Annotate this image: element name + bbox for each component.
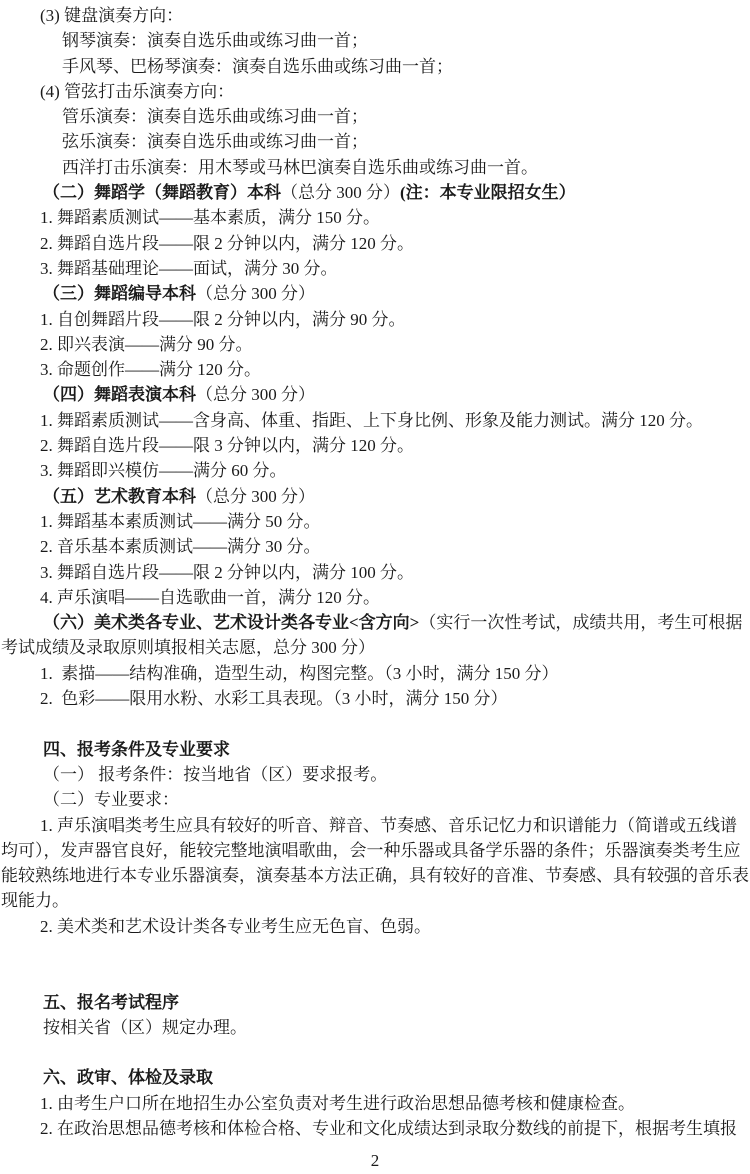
body-text: 考试成绩及录取原则填报相关志愿，总分 300 分） [1, 638, 375, 658]
body-text: 3. 舞蹈基础理论——面试，满分 30 分。 [40, 258, 338, 278]
body-text: (3) 键盘演奏方向： [40, 6, 184, 25]
body-text: 3. 舞蹈自选片段——限 2 分钟以内，满分 100 分。 [40, 562, 414, 582]
document-lines [0, 3, 750, 1141]
text-line [0, 458, 750, 483]
blank-line [0, 939, 750, 964]
text-line [0, 28, 750, 53]
heading-text: 四、报考条件及专业要求 [43, 739, 230, 759]
text-line [0, 762, 750, 787]
text-line [0, 129, 750, 154]
text-line [0, 838, 750, 863]
text-line [0, 1116, 750, 1141]
text-line [0, 787, 750, 812]
page-number: 2 [370, 1151, 380, 1171]
text-line [0, 990, 750, 1015]
body-text: 2. 即兴表演——满分 90 分。 [40, 334, 253, 354]
text-line [0, 585, 750, 610]
text-line [0, 54, 750, 79]
body-text: 1. 舞蹈素质测试——基本素质，满分 150 分。 [40, 208, 380, 228]
text-line [0, 205, 750, 230]
body-text: 弦乐演奏：演奏自选乐曲或练习曲一首； [62, 132, 368, 152]
body-text: 按相关省（区）规定办理。 [43, 1017, 247, 1037]
text-line [0, 737, 750, 762]
text-line [0, 863, 750, 888]
text-line [0, 635, 750, 660]
text-line [0, 610, 750, 635]
body-text: 2. 在政治思想品德考核和体检合格、专业和文化成绩达到录取分数线的前提下，根据考生填报 [40, 1119, 737, 1139]
body-text: 3. 舞蹈即兴模仿——满分 60 分。 [40, 461, 287, 481]
blank-line [0, 964, 750, 989]
heading-text: (注：本专业限招女生） [400, 183, 576, 203]
text-line [0, 307, 750, 332]
body-text: 1. 舞蹈素质测试——含身高、体重、指距、上下身比例、形象及能力测试。满分 120 分。 [40, 410, 703, 430]
text-line [0, 256, 750, 281]
heading-text: （二）舞蹈学（舞蹈教育）本科 [43, 183, 281, 203]
heading-text: （六）美术类各专业、艺术设计类各专业<含方向> [43, 613, 420, 633]
body-text: (4) 管弦打击乐演奏方向： [40, 81, 235, 101]
text-line [0, 560, 750, 585]
body-text: 管乐演奏：演奏自选乐曲或练习曲一首； [62, 107, 368, 127]
body-text: 1. 素描——结构准确，造型生动，构图完整。（3 小时，满分 150 分） [40, 663, 559, 683]
text-line [0, 534, 750, 559]
text-line [0, 1015, 750, 1040]
text-line [0, 231, 750, 256]
text-line [0, 332, 750, 357]
text-line [0, 509, 750, 534]
body-text: 钢琴演奏：演奏自选乐曲或练习曲一首； [62, 31, 368, 51]
body-text: 3. 命题创作——满分 120 分。 [40, 360, 261, 380]
body-text: 2. 色彩——限用水粉、水彩工具表现。（3 小时，满分 150 分） [40, 689, 508, 709]
body-text: 2. 舞蹈自选片段——限 3 分钟以内，满分 120 分。 [40, 436, 414, 456]
body-text: 2. 美术类和艺术设计类各专业考生应无色盲、色弱。 [40, 916, 431, 936]
heading-text: 五、报名考试程序 [43, 992, 179, 1012]
body-text: 1. 自创舞蹈片段——限 2 分钟以内，满分 90 分。 [40, 309, 406, 329]
body-text: 现能力。 [1, 891, 69, 911]
text-line [0, 408, 750, 433]
text-line [0, 1065, 750, 1090]
text-line [0, 180, 750, 205]
body-text: 2. 音乐基本素质测试——满分 30 分。 [40, 537, 321, 557]
text-line [0, 382, 750, 407]
text-line [0, 79, 750, 104]
body-text: 能较熟练地进行本专业乐器演奏，演奏基本方法正确，具有较好的音准、节奏感、具有较强的音乐表 [1, 866, 749, 886]
text-line [0, 1091, 750, 1116]
text-line [0, 686, 750, 711]
body-text: 1. 舞蹈基本素质测试——满分 50 分。 [40, 511, 321, 531]
text-line [0, 104, 750, 129]
blank-line [0, 711, 750, 736]
body-text: 2. 舞蹈自选片段——限 2 分钟以内，满分 120 分。 [40, 233, 414, 253]
body-text: 均可），发声器官良好，能较完整地演唱歌曲，会一种乐器或具备学乐器的条件；乐器演奏类考生应 [1, 840, 741, 860]
text-line [0, 3, 750, 28]
text-line [0, 281, 750, 306]
heading-text: （三）舞蹈编导本科 [43, 284, 196, 304]
heading-text: （五）艺术教育本科 [43, 486, 196, 506]
body-text: 1. 由考生户口所在地招生办公室负责对考生进行政治思想品德考核和健康检查。 [40, 1093, 635, 1113]
text-line [0, 914, 750, 939]
heading-text: （四）舞蹈表演本科 [43, 385, 196, 405]
text-line [0, 155, 750, 180]
blank-line [0, 1040, 750, 1065]
body-text: （总分 300 分） [196, 486, 315, 506]
text-line [0, 433, 750, 458]
body-text: 手风琴、巴杨琴演奏：演奏自选乐曲或练习曲一首； [62, 56, 453, 76]
body-text: （二）专业要求： [43, 790, 179, 810]
body-text: （实行一次性考试，成绩共用，考生可根据 [419, 613, 743, 633]
body-text: （总分 300 分） [281, 183, 400, 203]
text-line [0, 888, 750, 913]
body-text: （总分 300 分） [196, 284, 315, 304]
heading-text: 六、政审、体检及录取 [43, 1068, 213, 1088]
body-text: （一） 报考条件：按当地省（区）要求报考。 [43, 764, 388, 784]
body-text: 4. 声乐演唱——自选歌曲一首，满分 120 分。 [40, 587, 380, 607]
text-line [0, 813, 750, 838]
text-line [0, 484, 750, 509]
body-text: 西洋打击乐演奏：用木琴或马林巴演奏自选乐曲或练习曲一首。 [62, 157, 538, 177]
text-line [0, 357, 750, 382]
body-text: 1. 声乐演唱类考生应具有较好的听音、辩音、节奏感、音乐记忆力和识谱能力（简谱或五线谱 [40, 815, 737, 835]
body-text: （总分 300 分） [196, 385, 315, 405]
text-line [0, 661, 750, 686]
